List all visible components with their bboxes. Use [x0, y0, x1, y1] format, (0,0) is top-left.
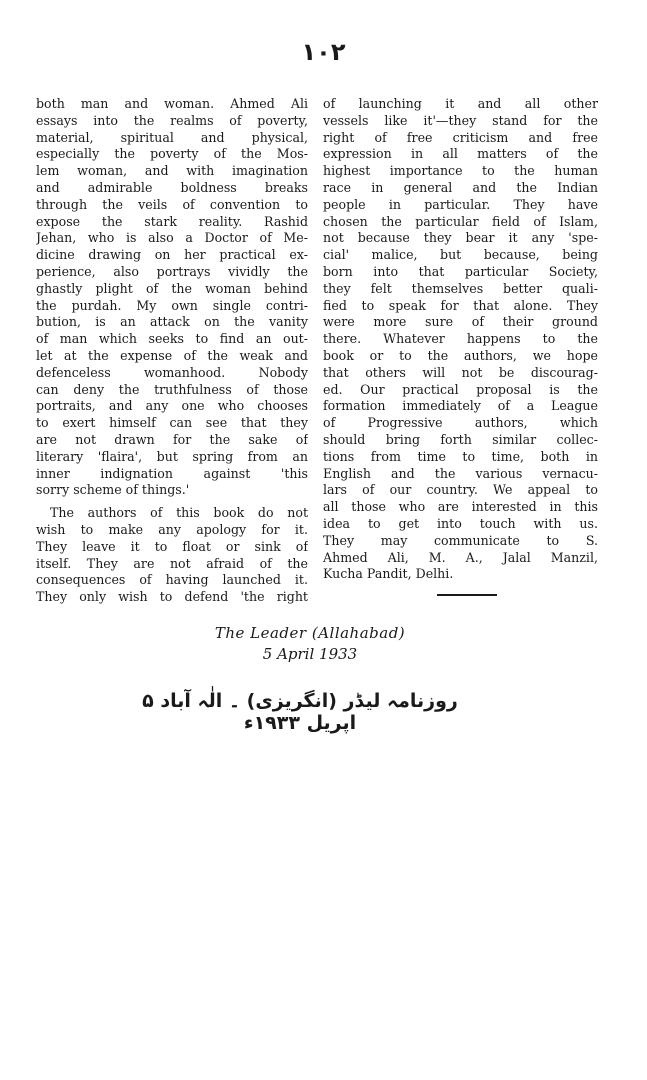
- text-line: expose the stark reality. Rashid: [36, 213, 308, 229]
- text-line: were more sure of their ground: [323, 314, 598, 330]
- text-line: right of free criticism and free: [323, 129, 598, 145]
- text-line: ed. Our practical proposal is the: [323, 381, 598, 397]
- text-line: to exert himself can see that they: [36, 415, 308, 431]
- text-line: They leave it to float or sink of: [36, 538, 308, 554]
- section-divider: [437, 594, 497, 596]
- text-line: that others will not be discourag-: [323, 364, 598, 380]
- source-date: 5 April 1933: [262, 645, 358, 663]
- text-line: consequences of having launched it.: [36, 572, 308, 588]
- text-line: people in particular. They have: [323, 196, 598, 212]
- text-line: inner indignation against 'this: [36, 465, 308, 481]
- text-line: English and the various vernacu-: [323, 465, 598, 481]
- text-line: lars of our country. We appeal to: [323, 482, 598, 498]
- text-line: are not drawn for the sake of: [36, 431, 308, 447]
- text-line: chosen the particular field of Islam,: [323, 213, 598, 229]
- text-line: all those who are interested in this: [323, 499, 598, 515]
- text-line: wish to make any apology for it.: [36, 521, 308, 537]
- text-line: especially the poverty of the Mos-: [36, 146, 308, 162]
- text-line: sorry scheme of things.': [36, 482, 190, 498]
- text-line: of launching it and all other: [323, 96, 598, 111]
- source-publication: The Leader (Allahabad): [214, 624, 406, 642]
- text-line: cial' malice, but because, being: [323, 247, 598, 263]
- text-line: of Progressive authors, which: [323, 415, 598, 431]
- text-line: highest importance to the human: [323, 163, 598, 179]
- text-line: material, spiritual and physical,: [36, 129, 308, 145]
- text-line: born into that particular Society,: [323, 263, 598, 279]
- text-line: should bring forth similar collec-: [323, 431, 598, 447]
- text-line: Ahmed Ali, M. A., Jalal Manzil,: [323, 549, 598, 565]
- text-line: of man which seeks to find an out-: [36, 331, 308, 347]
- text-line: fied to speak for that alone. They: [323, 297, 598, 313]
- article-right-column: [323, 96, 598, 583]
- text-line: lem woman, and with imagination: [36, 163, 308, 179]
- text-line: ghastly plight of the woman behind: [36, 280, 308, 296]
- text-line: The authors of this book do not: [50, 505, 308, 521]
- text-line: let at the expense of the weak and: [36, 347, 308, 363]
- text-line: tions from time to time, both in: [323, 448, 598, 464]
- text-line: dicine drawing on her practical ex-: [36, 247, 308, 263]
- page-number: ١٠٢: [301, 38, 346, 66]
- text-line: bution, is an attack on the vanity: [36, 314, 308, 330]
- text-line: there. Whatever happens to the: [323, 331, 598, 347]
- text-line: formation immediately of a League: [323, 398, 598, 414]
- text-line: Kucha Pandit, Delhi.: [323, 566, 454, 582]
- text-line: They only wish to defend 'the right: [36, 589, 308, 605]
- text-line: itself. They are not afraid of the: [36, 555, 308, 571]
- text-line: they felt themselves better quali-: [323, 280, 598, 296]
- text-line: idea to get into touch with us.: [323, 515, 598, 531]
- text-line: Jehan, who is also a Doctor of Me-: [36, 230, 308, 246]
- text-line: through the veils of convention to: [36, 196, 308, 212]
- text-line: They may communicate to S.: [323, 532, 598, 548]
- text-line: vessels like it'—they stand for the: [323, 112, 598, 128]
- text-line: race in general and the Indian: [323, 179, 598, 195]
- text-line: expression in all matters of the: [323, 146, 598, 162]
- text-line: the purdah. My own single contri-: [36, 297, 308, 313]
- text-line: essays into the realms of poverty,: [36, 112, 308, 128]
- text-line: book or to the authors, we hope: [323, 347, 598, 363]
- text-line: both man and woman. Ahmed Ali: [36, 96, 308, 111]
- text-line: not because they bear it any 'spe-: [323, 230, 598, 246]
- text-line: literary 'flaira', but spring from an: [36, 448, 308, 464]
- text-line: defenceless womanhood. Nobody: [36, 364, 308, 380]
- text-line: can deny the truthfulness of those: [36, 381, 308, 397]
- urdu-caption: روزنامہ لیڈر (انگریزی) ۔ الٰہ آباد ۵ اپریل ۱۹۳۳ء: [142, 690, 458, 734]
- text-line: portraits, and any one who chooses: [36, 398, 308, 414]
- text-line: and admirable boldness breaks: [36, 179, 308, 195]
- text-line: perience, also portrays vividly the: [36, 263, 308, 279]
- article-left-column: [36, 96, 308, 606]
